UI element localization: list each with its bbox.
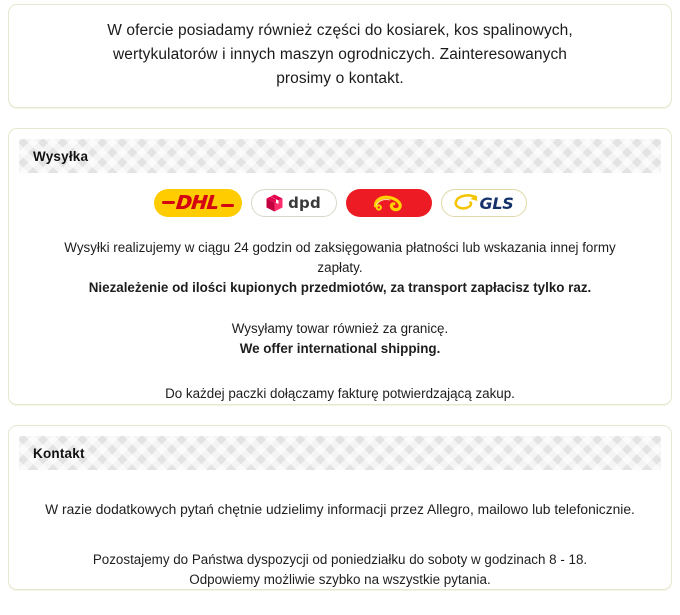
intro-line-3: prosimy o kontakt. bbox=[276, 70, 404, 88]
contact-p2-line-2: Odpowiemy możliwie szybko na wszystkie pytania. bbox=[189, 571, 491, 587]
dhl-logo-icon bbox=[154, 189, 242, 217]
shipping-p1-line-2: zapłaty. bbox=[317, 260, 363, 276]
contact-header-title: Kontakt bbox=[33, 445, 85, 461]
contact-p2-line-1: Pozostajemy do Państwa dyspozycji od poniedziałku do soboty w godzinach 8 - 18. bbox=[92, 551, 588, 567]
contact-paragraph-1 bbox=[9, 500, 671, 521]
dpd-logo-icon bbox=[251, 189, 337, 217]
shipping-paragraph-2 bbox=[9, 319, 671, 359]
dhl-speed-bar-right bbox=[221, 204, 234, 207]
gls-arrow-swirl-icon bbox=[454, 194, 478, 212]
intro-line-2: wertykulatorów i innych maszyn ogrodniczych. Zainteresowanych bbox=[112, 46, 568, 64]
gls-logo-icon bbox=[441, 189, 527, 217]
contact-section-header bbox=[19, 436, 661, 470]
shipping-section-header bbox=[19, 139, 661, 173]
shipping-p2-bold-line: We offer international shipping. bbox=[239, 341, 441, 357]
contact-paragraph-2 bbox=[9, 550, 671, 590]
dpd-logo-label: dpd bbox=[288, 194, 321, 212]
shipping-paragraph-3 bbox=[9, 384, 671, 404]
gls-logo-label: GLS bbox=[479, 193, 514, 213]
shipping-paragraph-1 bbox=[9, 238, 671, 298]
shipping-header-title: Wysyłka bbox=[33, 148, 89, 164]
dpd-parcel-cube-icon bbox=[266, 194, 283, 212]
intro-line-1: W ofercie posiadamy również części do kosiarek, kos spalinowych, bbox=[107, 22, 573, 39]
intro-text-block bbox=[9, 5, 671, 92]
shipping-panel bbox=[8, 128, 672, 405]
contact-p1-line-1: W razie dodatkowych pytań chętnie udzielimy informacji przez Allegro, mailowo lub telefonicznie. bbox=[45, 502, 635, 517]
shipping-p1-bold-line: Niezależenie od ilości kupionych przedmiotów, za transport zapłacisz tylko raz. bbox=[88, 280, 592, 296]
contact-panel bbox=[8, 425, 672, 590]
shipping-p3-line-1: Do każdej paczki dołączamy fakturę potwierdzającą zakup. bbox=[165, 385, 515, 401]
dhl-speed-bar-left bbox=[162, 201, 175, 204]
post-horn-icon bbox=[372, 193, 406, 213]
shipping-p2-line-1: Wysyłamy towar również za granicę. bbox=[231, 321, 449, 337]
poczta-polska-logo-icon bbox=[346, 189, 432, 217]
dhl-logo-label: DHL bbox=[175, 192, 220, 214]
intro-panel bbox=[8, 4, 672, 108]
shipping-p1-line-1: Wysyłki realizujemy w ciągu 24 godzin od zaksięgowania płatności lub wskazania innej formy bbox=[64, 240, 616, 255]
courier-logo-row bbox=[9, 189, 671, 217]
